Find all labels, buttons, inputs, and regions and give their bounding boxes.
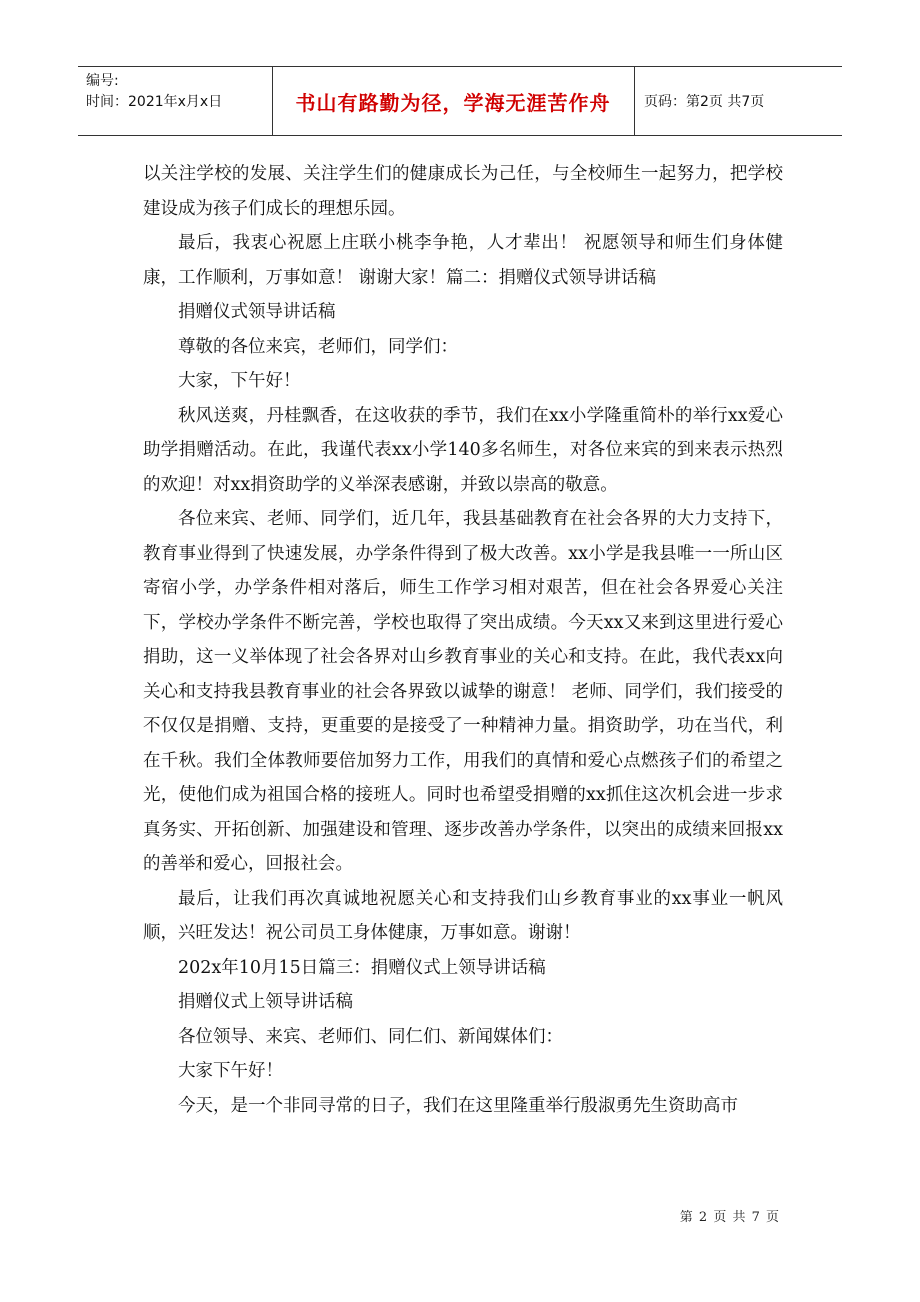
paragraph: 今天，是一个非同寻常的日子，我们在这里隆重举行殷淑勇先生资助高市 — [178, 1095, 738, 1116]
salutation: 尊敬的各位来宾，老师们，同学们： — [178, 336, 458, 357]
page-footer: 第 2 页 共 7 页 — [679, 1210, 780, 1225]
date-line: 202x年10月15日篇三：捐赠仪式上领导讲话稿 — [178, 957, 546, 978]
salutation: 各位领导、来宾、老师们、同仁们、新闻媒体们： — [178, 1026, 563, 1047]
paragraph: 最后，让我们再次真诚地祝愿关心和支持我们山乡教育事业的xx事业一帆风顺，兴旺发达！祝公司员工身体健康，万事如意。谢谢！ — [143, 888, 783, 943]
header-motto: 书山有路勤为径，学海无涯苦作舟 — [295, 90, 611, 115]
paragraph: 各位来宾、老师、同学们，近几年，我县基础教育在社会各界的大力支持下，教育事业得到了快速发展，办学条件得到了极大改善。xx小学是我县唯一一所山区寄宿小学，办学条件相对落后，师生工作学习相对艰苦，但在社会各界爱心关注下，学校办学条件不断完善，学校也取得了突出成绩。今天xx又来到这里进行爱心捐助，这一义举体现了社会各界对山乡教育事业的关心和支持。在此，我代表xx向关心和支持我县教育事业的社会各界致以诚挚的谢意！ 老师、同学们，我们接受的不仅仅是捐赠、支持，更重要的是接受了一种精神力量。捐资助学，功在当代，利在千秋。我们全体教师要倍加努力工作，用我们的真情和爱心点燃孩子们的希望之光，使他们成为祖国合格的接班人。同时也希望受捐赠的xx抓住这次机会进一步求真务实、开拓创新、加强建设和管理、逐步改善办学条件，以突出的成绩来回报xx的善举和爱心，回报社会。 — [143, 509, 783, 874]
paragraph: 秋风送爽，丹桂飘香，在这收获的季节，我们在xx小学隆重简朴的举行xx爱心助学捐赠活动。在此，我谨代表xx小学140多名师生，对各位来宾的到来表示热烈的欢迎！对xx捐资助学的义举深表感谢，并致以崇高的敬意。 — [143, 405, 783, 495]
paragraph: 最后，我衷心祝愿上庄联小桃李争艳，人才辈出！ 祝愿领导和师生们身体健康，工作顺利，万事如意！ 谢谢大家！篇二：捐赠仪式领导讲话稿 — [143, 233, 783, 288]
document-body — [143, 157, 783, 1123]
header-divider — [634, 67, 635, 135]
section-title: 捐赠仪式领导讲话稿 — [178, 302, 336, 322]
header-meta — [86, 71, 270, 113]
section-title: 捐赠仪式上领导讲话稿 — [178, 992, 353, 1012]
header-divider — [272, 67, 273, 135]
greeting: 大家下午好！ — [178, 1061, 283, 1081]
header-page-number: 页码：第2页 共7页 — [644, 94, 765, 110]
greeting: 大家，下午好！ — [178, 371, 301, 391]
page-header — [78, 66, 842, 136]
number-label: 编号: — [86, 73, 119, 89]
time-label: 时间：2021年x月x日 — [86, 94, 223, 110]
paragraph: 以关注学校的发展、关注学生们的健康成长为己任，与全校师生一起努力，把学校建设成为孩子们成长的理想乐园。 — [143, 164, 783, 219]
